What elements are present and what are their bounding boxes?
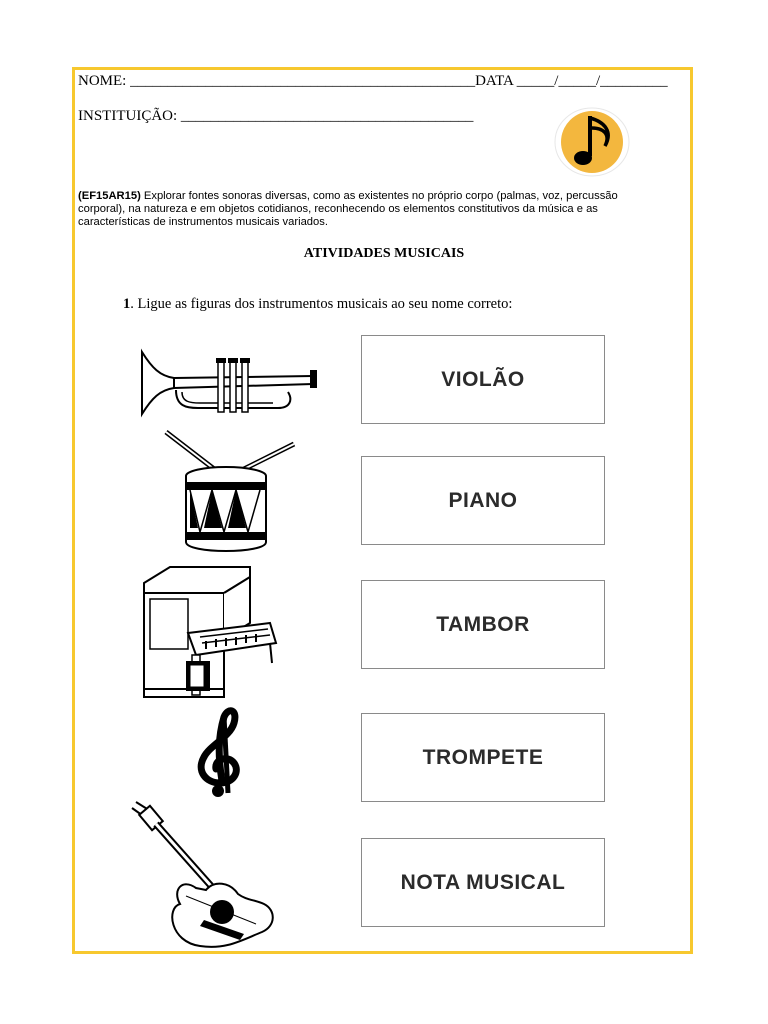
- bncc-code: (EF15AR15): [78, 190, 141, 202]
- trumpet-icon: [138, 348, 320, 418]
- piano-icon: [140, 563, 285, 701]
- name-box-violao: VIOLÃO: [361, 335, 605, 424]
- drum-icon: [160, 428, 300, 554]
- institution-line: INSTITUIÇÃO: _______________________________________: [78, 108, 474, 124]
- question-number: 1: [123, 296, 131, 312]
- name-box-piano: PIANO: [361, 456, 605, 545]
- question-1: [123, 296, 512, 313]
- bncc-skill-text: [78, 190, 658, 229]
- name-box-nota-musical: NOTA MUSICAL: [361, 838, 605, 927]
- question-text: . Ligue as figuras dos instrumentos musicais ao seu nome correto:: [130, 296, 513, 312]
- guitar-icon: [126, 800, 276, 950]
- name-box-tambor: TAMBOR: [361, 580, 605, 669]
- activity-title: ATIVIDADES MUSICAIS: [303, 246, 465, 261]
- bncc-description: Explorar fontes sonoras diversas, como as existentes no próprio corpo (palmas, voz, percussão corporal), na natureza e em objetos cotidianos, reconhecendo os elementos constitutivos da música e as características de instrumentos musicais variados.: [78, 190, 618, 228]
- name-date-line: NOME: ______________________________________________DATA _____/_____/_________: [78, 73, 668, 89]
- music-logo-icon: [553, 106, 631, 178]
- treble-clef-icon: [188, 707, 254, 799]
- name-box-trompete: TROMPETE: [361, 713, 605, 802]
